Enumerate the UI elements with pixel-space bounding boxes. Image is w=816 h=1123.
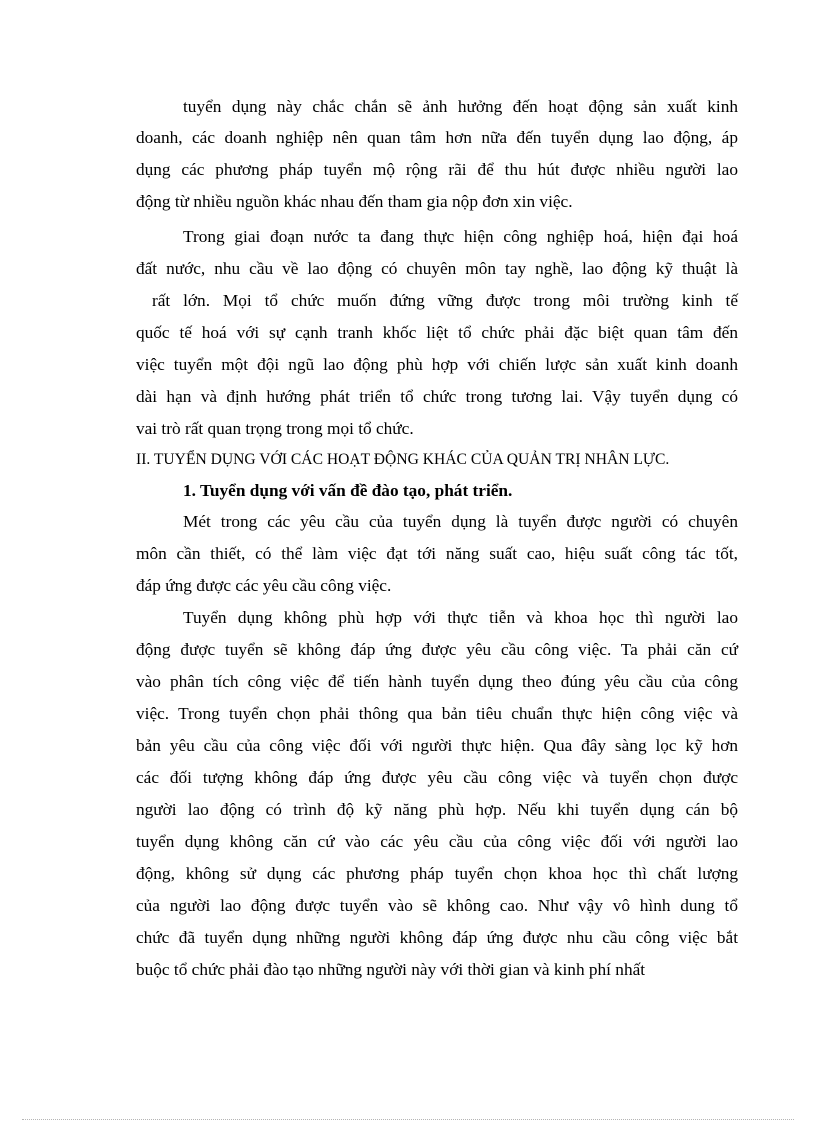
text-line: quốc tế hoá với sự cạnh tranh khốc liệt tổ chức phải đặc biệt quan tâm đến <box>136 323 738 342</box>
text-line: môn cần thiết, có thể làm việc đạt tới năng suất cao, hiệu suất công tác tốt, <box>136 544 738 563</box>
text-line: tuyển dụng không căn cứ vào các yêu cầu của công việc đối với người lao <box>136 832 738 851</box>
text-line: người lao động có trình độ kỹ năng phù hợp. Nếu khi tuyển dụng cán bộ <box>136 800 738 819</box>
text-line: doanh, các doanh nghiệp nên quan tâm hơn nữa đến tuyển dụng lao động, áp <box>136 128 738 147</box>
text-line: các đối tượng không đáp ứng được yêu cầu công việc và tuyển chọn được <box>136 768 738 787</box>
text-line: dài hạn và định hướng phát triển tổ chức trong tương lai. Vậy tuyển dụng có <box>136 387 738 406</box>
section-heading: II. TUYỂN DỤNG VỚI CÁC HOẠT ĐỘNG KHÁC CỦA QUẢN TRỊ NHÂN LỰC. <box>136 451 670 468</box>
text-line: dụng các phương pháp tuyển mộ rộng rãi để thu hút được nhiều người lao <box>136 160 738 179</box>
text-line: Trong giai đoạn nước ta đang thực hiện công nghiệp hoá, hiện đại hoá <box>183 227 738 246</box>
text-line: động từ nhiều nguồn khác nhau đến tham gia nộp đơn xin việc. <box>136 192 573 211</box>
text-line: vai trò rất quan trọng trong mọi tổ chức. <box>136 419 414 438</box>
text-line: Tuyển dụng không phù hợp với thực tiễn và khoa học thì người lao <box>183 608 738 627</box>
text-line: chức đã tuyển dụng những người không đáp ứng được nhu cầu công việc bắt <box>136 928 738 947</box>
text-line: động, không sử dụng các phương pháp tuyển chọn khoa học thì chất lượng <box>136 864 738 883</box>
text-line: bản yêu cầu của công việc đối với người thực hiện. Qua đây sàng lọc kỹ hơn <box>136 736 738 755</box>
text-line: việc tuyển một đội ngũ lao động phù hợp với chiến lược sản xuất kinh doanh <box>136 355 738 374</box>
text-line: buộc tổ chức phải đào tạo những người này với thời gian và kinh phí nhất <box>136 960 646 979</box>
text-line: rất lớn. Mọi tổ chức muốn đứng vững được trong môi trường kinh tế <box>152 291 738 310</box>
page-bottom-divider <box>22 1119 794 1120</box>
text-line: của người lao động được tuyển vào sẽ không cao. Như vậy vô hình dung tổ <box>136 896 738 915</box>
text-line: Mét trong các yêu cầu của tuyển dụng là tuyển được người có chuyên <box>183 512 738 531</box>
text-line: đáp ứng được các yêu cầu công việc. <box>136 576 392 595</box>
text-line: vào phân tích công việc để tiến hành tuyển dụng theo đúng yêu cầu của công <box>136 672 738 691</box>
text-line: đất nước, nhu cầu về lao động có chuyên môn tay nghề, lao động kỹ thuật là <box>136 259 738 278</box>
text-line: tuyển dụng này chắc chắn sẽ ảnh hưởng đến hoạt động sản xuất kinh <box>183 97 738 116</box>
text-line: động được tuyển sẽ không đáp ứng được yêu cầu công việc. Ta phải căn cứ <box>136 640 738 659</box>
subsection-heading: 1. Tuyển dụng với vấn đề đào tạo, phát triển. <box>183 481 513 500</box>
text-line: việc. Trong tuyển chọn phải thông qua bản tiêu chuẩn thực hiện công việc và <box>136 704 738 723</box>
